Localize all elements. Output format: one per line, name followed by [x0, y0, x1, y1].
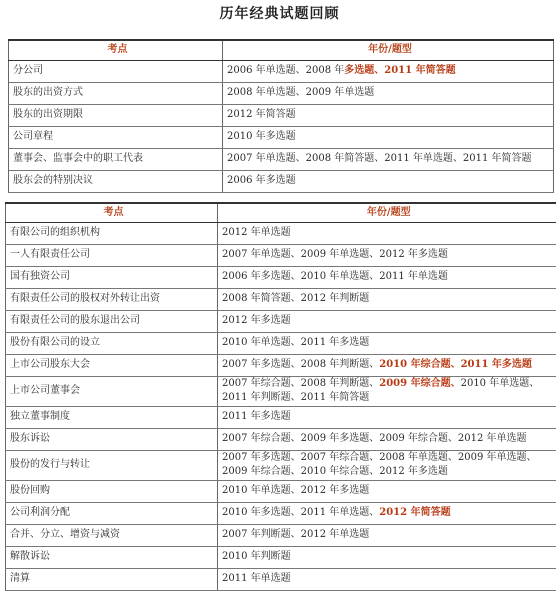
topic-cell: 股份回购 [6, 480, 218, 502]
years-highlight-text: 2009 年综合题、 [379, 378, 461, 389]
topic-cell: 上市公司股东大会 [6, 354, 218, 376]
years-text: 2006 年多选题 [227, 175, 296, 186]
header-years: 年份/题型 [218, 203, 556, 222]
years-cell [223, 60, 554, 82]
topic-cell: 国有独资公司 [6, 266, 218, 288]
years-text: 2012 年单选题 [222, 227, 291, 238]
topic-cell: 股份的发行与转让 [6, 450, 218, 480]
years-cell [218, 332, 556, 354]
topic-cell: 有限责任公司的股东退出公司 [6, 310, 218, 332]
table-row [6, 310, 556, 332]
table-header-row [6, 203, 556, 222]
years-text: 2006 年单选题、2008 年 [227, 65, 345, 76]
table-row [6, 524, 556, 546]
years-cell [218, 376, 556, 406]
years-cell [218, 244, 556, 266]
years-highlight-text: 2010 年综合题、2011 年多选题 [379, 359, 532, 370]
table-row [6, 288, 556, 310]
years-text: 2010 年单选题、2012 年多选题 [222, 485, 370, 496]
table-row [6, 266, 556, 288]
years-text: 2007 年单选题、2008 年简答题、2011 年单选题、2011 年简答题 [227, 153, 532, 164]
years-cell [218, 524, 556, 546]
years-text: 2007 年综合题、2009 年多选题、2009 年综合题、2012 年单选题 [222, 433, 527, 444]
years-text: 2007 年多选题、2008 年判断题、 [222, 359, 380, 370]
table-row [6, 450, 556, 480]
topic-cell: 有限公司的组织机构 [6, 222, 218, 244]
years-cell [218, 450, 556, 480]
years-cell [218, 222, 556, 244]
topic-cell: 股份有限公司的设立 [6, 332, 218, 354]
table-row [6, 376, 556, 406]
years-cell [218, 428, 556, 450]
topic-cell: 上市公司董事会 [6, 376, 218, 406]
table-header-row [9, 40, 554, 60]
table-row [6, 222, 556, 244]
years-text: 2007 年单选题、2009 年单选题、2012 年多选题 [222, 249, 448, 260]
years-cell [218, 502, 556, 524]
exam-history-table-2 [5, 202, 556, 591]
years-text: 2011 年多选题 [222, 411, 291, 422]
table-row [9, 170, 554, 192]
years-tail-text: 2010 年单选题、2011 年判断题、2011 年简答题 [222, 378, 540, 403]
table-row [6, 568, 556, 590]
years-cell [218, 310, 556, 332]
table-row [9, 126, 554, 148]
topic-cell: 独立董事制度 [6, 406, 218, 428]
years-text: 2010 年判断题 [222, 551, 291, 562]
topic-cell: 有限责任公司的股权对外转让出资 [6, 288, 218, 310]
years-text: 2010 年单选题、2011 年多选题 [222, 337, 370, 348]
topic-cell: 清算 [6, 568, 218, 590]
years-highlight-text: 多选题、2011 年简答题 [344, 65, 456, 76]
years-cell [218, 354, 556, 376]
table-row [6, 406, 556, 428]
topic-cell: 股东诉讼 [6, 428, 218, 450]
years-cell [223, 126, 554, 148]
table-row [6, 502, 556, 524]
years-text: 2006 年多选题、2010 年单选题、2011 年单选题 [222, 271, 448, 282]
table-row [9, 60, 554, 82]
table-row [6, 428, 556, 450]
header-topic: 考点 [9, 40, 223, 60]
table-row [6, 480, 556, 502]
table-row [9, 104, 554, 126]
topic-cell: 一人有限责任公司 [6, 244, 218, 266]
years-text: 2007 年综合题、2008 年判断题、 [222, 378, 380, 389]
topic-cell: 解散诉讼 [6, 546, 218, 568]
years-cell [218, 288, 556, 310]
topic-cell: 股东会的特别决议 [9, 170, 223, 192]
table-row [9, 148, 554, 170]
topic-cell: 股东的出资期限 [9, 104, 223, 126]
topic-cell: 董事会、监事会中的职工代表 [9, 148, 223, 170]
years-cell [218, 568, 556, 590]
years-cell [223, 82, 554, 104]
years-text: 2010 年多选题 [227, 131, 296, 142]
years-text: 2008 年简答题、2012 年判断题 [222, 293, 370, 304]
exam-history-table-1 [8, 39, 554, 193]
years-highlight-text: 2012 年简答题 [379, 507, 451, 518]
years-cell [218, 480, 556, 502]
table-row [6, 244, 556, 266]
years-text: 2010 年多选题、2011 年单选题、 [222, 507, 380, 518]
table-row [6, 546, 556, 568]
years-text: 2012 年多选题 [222, 315, 291, 326]
years-text: 2011 年单选题 [222, 573, 291, 584]
table-row [6, 354, 556, 376]
years-cell [223, 148, 554, 170]
years-cell [218, 406, 556, 428]
table-row [6, 332, 556, 354]
years-cell [223, 104, 554, 126]
years-text: 2008 年单选题、2009 年单选题 [227, 87, 375, 98]
topic-cell: 公司利润分配 [6, 502, 218, 524]
table-row [9, 82, 554, 104]
years-text: 2007 年多选题、2007 年综合题、2008 年单选题、2009 年单选题、2009 年综合题、2010 年综合题、2012 年多选题 [222, 452, 537, 477]
topic-cell: 股东的出资方式 [9, 82, 223, 104]
years-text: 2007 年判断题、2012 年单选题 [222, 529, 370, 540]
header-topic: 考点 [6, 203, 218, 222]
topic-cell: 合并、分立、增资与减资 [6, 524, 218, 546]
topic-cell: 分公司 [9, 60, 223, 82]
years-cell [223, 170, 554, 192]
page-title: 历年经典试题回顾 [219, 6, 340, 22]
years-cell [218, 546, 556, 568]
topic-cell: 公司章程 [9, 126, 223, 148]
header-years: 年份/题型 [223, 40, 554, 60]
years-cell [218, 266, 556, 288]
years-text: 2012 年简答题 [227, 109, 296, 120]
